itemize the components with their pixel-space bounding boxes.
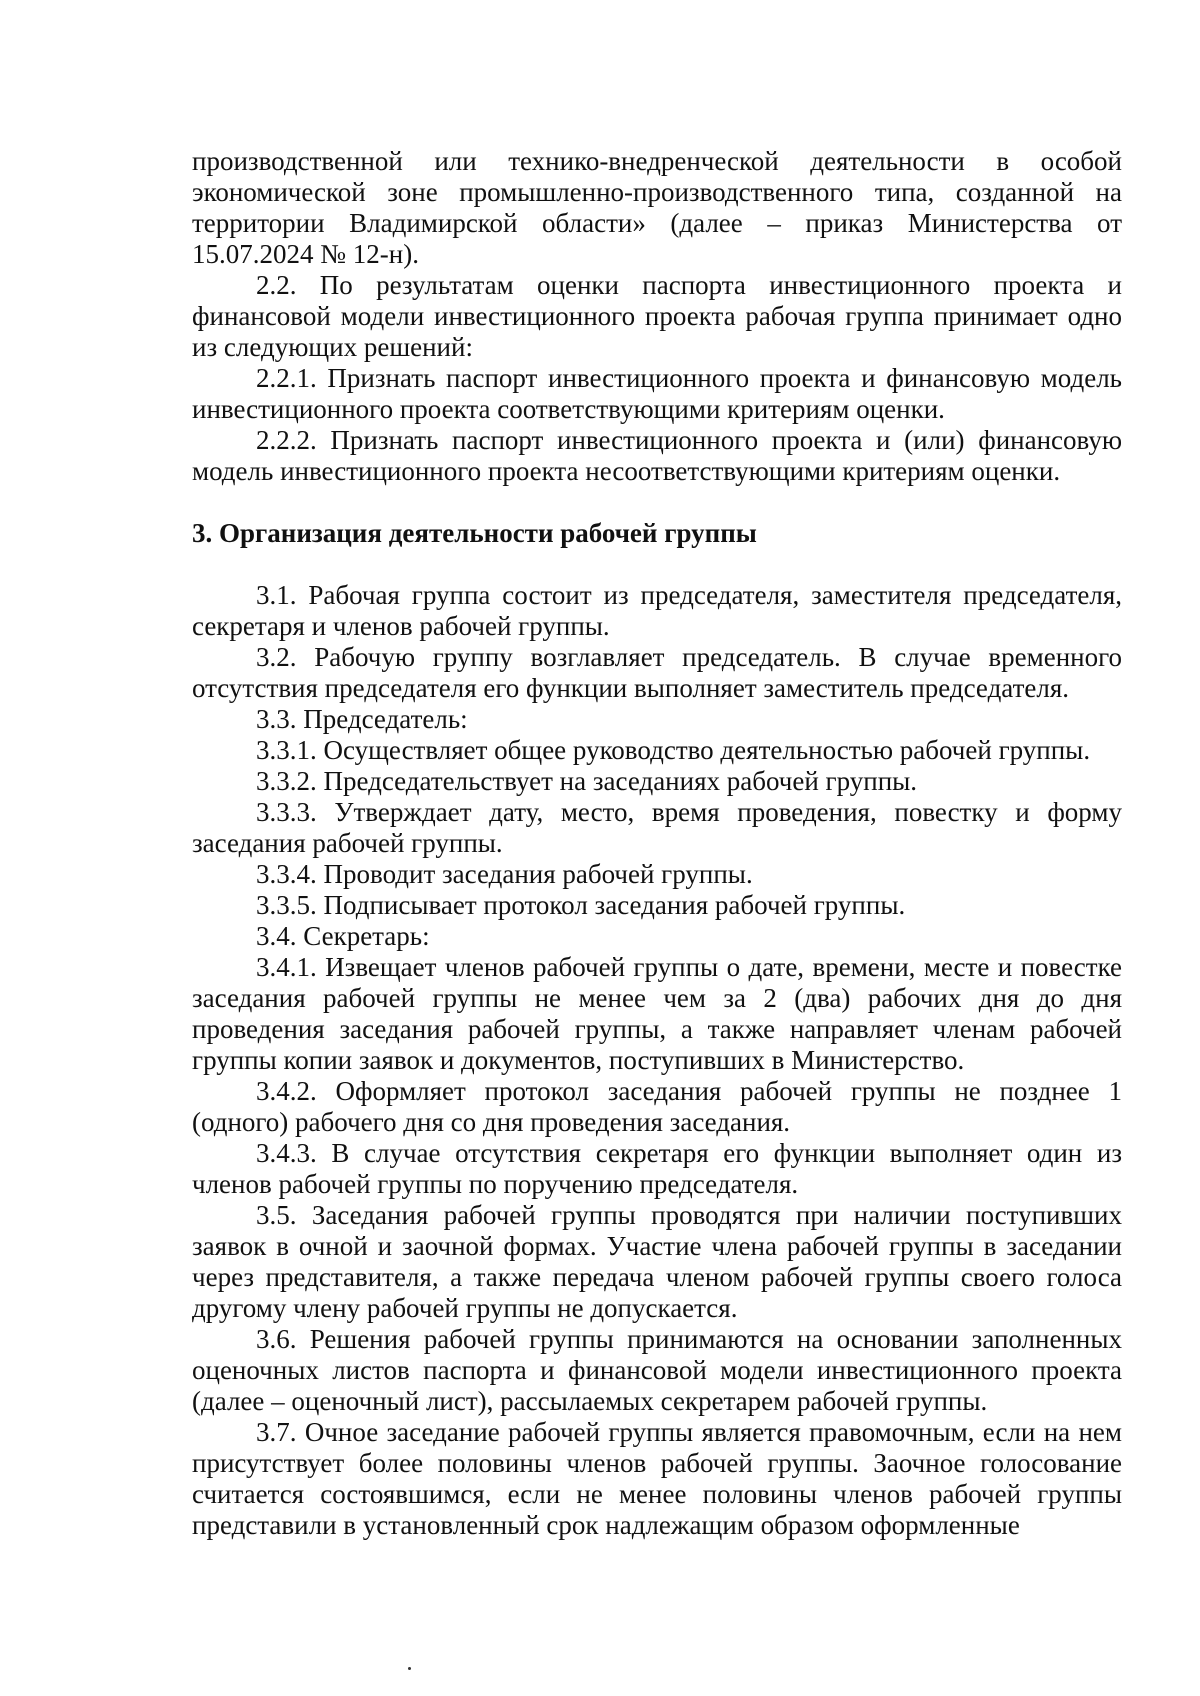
paragraph: 2.2.1. Признать паспорт инвестиционного проекта и финансовую модель инвестиционного проекта соответствующими критериям оценки. xyxy=(192,363,1122,424)
paragraph: 3.3.5. Подписывает протокол заседания рабочей группы. xyxy=(256,890,906,920)
paragraph: 3.4.2. Оформляет протокол заседания рабочей группы не позднее 1 (одного) рабочего дня со дня проведения заседания. xyxy=(192,1076,1122,1137)
paragraph: 3.3. Председатель: xyxy=(256,704,468,734)
paragraph: 2.2. По результатам оценки паспорта инвестиционного проекта и финансовой модели инвестиционного проекта рабочая группа принимает одно из следующих решений: xyxy=(192,270,1122,362)
paragraphs-bottom xyxy=(192,580,1122,1541)
paragraph: 3.1. Рабочая группа состоит из председателя, заместителя председателя, секретаря и членов рабочей группы. xyxy=(192,580,1122,641)
paragraph: 3.3.3. Утверждает дату, место, время проведения, повестку и форму заседания рабочей группы. xyxy=(192,797,1122,858)
paragraph: 3.3.2. Председательствует на заседаниях рабочей группы. xyxy=(256,766,918,796)
document-page xyxy=(192,146,1122,1541)
paragraph: 3.3.4. Проводит заседания рабочей группы. xyxy=(256,859,753,889)
paragraph: 3.4.3. В случае отсутствия секретаря его функции выполняет один из членов рабочей группы по поручению председателя. xyxy=(192,1138,1122,1199)
paragraph: 3.4.1. Извещает членов рабочей группы о дате, времени, месте и повестке заседания рабочей группы не менее чем за 2 (два) рабочих дня до дня проведения заседания рабочей группы, а также направляет членам рабочей группы копии заявок и документов, поступивших в Министерство. xyxy=(192,952,1122,1075)
section-heading: 3. Организация деятельности рабочей группы xyxy=(192,518,757,548)
paragraph: 3.4. Секретарь: xyxy=(256,921,430,951)
paragraph: 3.6. Решения рабочей группы принимаются на основании заполненных оценочных листов паспорта и финансовой модели инвестиционного проекта (далее – оценочный лист), рассылаемых секретарем рабочей группы. xyxy=(192,1324,1122,1416)
paragraph: 3.2. Рабочую группу возглавляет председатель. В случае временного отсутствия председателя его функции выполняет заместитель председателя. xyxy=(192,642,1122,703)
scan-speck xyxy=(408,1667,411,1670)
paragraphs-top xyxy=(192,146,1122,487)
paragraph: 2.2.2. Признать паспорт инвестиционного проекта и (или) финансовую модель инвестиционного проекта несоответствующими критериям оценки. xyxy=(192,425,1122,486)
paragraph: 3.3.1. Осуществляет общее руководство деятельностью рабочей группы. xyxy=(256,735,1091,765)
paragraph: 3.7. Очное заседание рабочей группы является правомочным, если на нем присутствует более половины членов рабочей группы. Заочное голосование считается состоявшимся, если не менее половины членов рабочей группы представили в установленный срок надлежащим образом оформленные xyxy=(192,1417,1122,1540)
paragraph: 3.5. Заседания рабочей группы проводятся при наличии поступивших заявок в очной и заочной формах. Участие члена рабочей группы в заседании через представителя, а также передача членом рабочей группы своего голоса другому члену рабочей группы не допускается. xyxy=(192,1200,1122,1323)
paragraph: производственной или технико-внедренческой деятельности в особой экономической зоне промышленно-производственного типа, созданной на территории Владимирской области» (далее – приказ Министерства от 15.07.2024 № 12-н). xyxy=(192,146,1122,269)
